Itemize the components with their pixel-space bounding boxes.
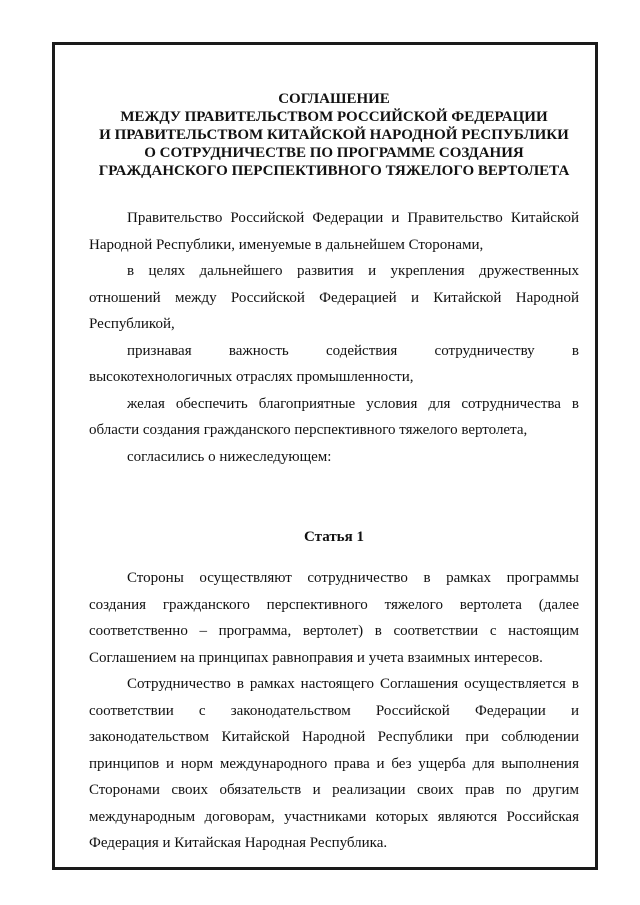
title-line: О СОТРУДНИЧЕСТВЕ ПО ПРОГРАММЕ СОЗДАНИЯ — [144, 145, 524, 161]
preamble-paragraph: согласились о нижеследующем: — [127, 448, 332, 465]
preamble — [89, 205, 579, 470]
title-line: ГРАЖДАНСКОГО ПЕРСПЕКТИВНОГО ТЯЖЕЛОГО ВЕРТОЛЕТА — [98, 163, 570, 179]
preamble-paragraph: Правительство Российской Федерации и Правительство Китайской Народной Республики, именуемые в дальнейшем Сторонами, — [89, 210, 579, 253]
preamble-paragraph: в целях дальнейшего развития и укрепления дружественных отношений между Российской Федерацией и Китайской Народной Республикой, — [89, 263, 579, 332]
article-paragraph: Сотрудничество в рамках настоящего Соглашения осуществляется в соответствии с законодательством Российской Федерации и законодательством Китайской Народной Республики при соблюдении принципов и норм международного права и без ущерба для выполнения Сторонами своих обязательств и реализации своих прав по другим международным договорам, участниками которых являются Российская Федерация и Китайская Народная Республика. — [89, 676, 579, 851]
title-line: МЕЖДУ ПРАВИТЕЛЬСТВОМ РОССИЙСКОЙ ФЕДЕРАЦИИ — [120, 109, 548, 125]
preamble-paragraph: желая обеспечить благоприятные условия для сотрудничества в области создания гражданского перспективного тяжелого вертолета, — [89, 395, 579, 438]
title-line: И ПРАВИТЕЛЬСТВОМ КИТАЙСКОЙ НАРОДНОЙ РЕСПУБЛИКИ — [99, 127, 569, 143]
preamble-paragraph: признавая важность содействия сотрудничеству в высокотехнологичных отраслях промышленности, — [89, 342, 579, 385]
title-line: СОГЛАШЕНИЕ — [278, 91, 390, 107]
article-body — [89, 565, 579, 857]
document-title — [89, 90, 579, 180]
article-heading: Статья 1 — [304, 529, 364, 545]
article-paragraph: Стороны осуществляют сотрудничество в рамках программы создания гражданского перспективного тяжелого вертолета (далее соответственно – программа, вертолет) в соответствии с настоящим Соглашением на принципах равноправия и учета взаимных интересов. — [89, 570, 579, 666]
document-body — [89, 90, 579, 857]
